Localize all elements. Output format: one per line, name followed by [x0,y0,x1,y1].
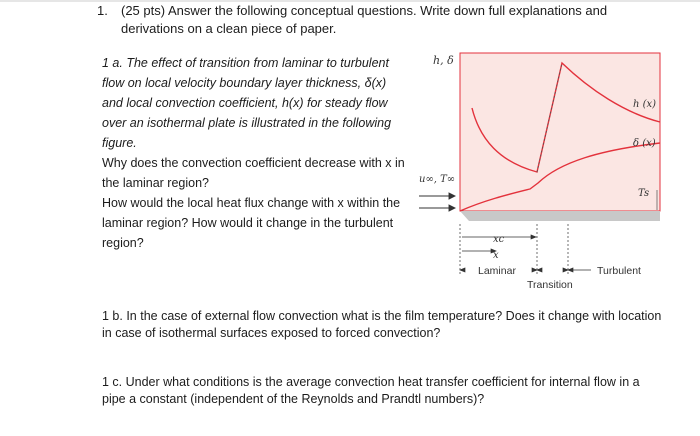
freestream-label: u∞, T∞ [419,174,456,185]
flat-plate [460,211,660,221]
question-1a-part2: How would the local heat flux change with x within the laminar region? How would it change in the turbulent region? [102,196,401,250]
h-curve-label: h (x) [633,99,657,110]
question-1a-part1: Why does the convection coefficient decrease with x in the laminar region? [102,156,405,190]
xc-label: xc [493,234,505,245]
turbulent-label: Turbulent [597,265,641,277]
question-header-line1: (25 pts) Answer the following conceptual questions. Write down full explanations and [121,3,608,18]
transition-label: Transition [527,279,573,290]
laminar-label: Laminar [478,265,516,277]
question-1c: 1 c. Under what conditions is the average convection heat transfer coefficient for internal flow in a pipe a constant (independent of the Reynolds and Prandtl numbers)? [102,375,640,406]
question-1a [102,53,408,253]
x-label: x [493,250,499,261]
question-1a-intro: 1 a. The effect of transition from laminar to turbulent flow on local velocity boundary layer thickness, δ(x) and local convection coefficient, h(x) for steady flow over an isothermal plate is illustrated in the following figure. [102,56,392,150]
boundary-layer-figure [405,50,695,290]
plot-panel [460,53,660,211]
freestream-arrows [419,193,455,211]
question-header-line2: derivations on a clean piece of paper. [121,21,337,36]
surface-temp-label: Ts [638,188,650,199]
question-number: 1. [97,3,108,18]
question-header [97,2,657,38]
question-1b: 1 b. In the case of external flow convection what is the film temperature? Does it change with location in case of isothermal surfaces exposed to forced convection? [102,309,662,340]
delta-curve-label: δ (x) [633,138,656,149]
y-axis-label: h, δ [433,54,454,67]
